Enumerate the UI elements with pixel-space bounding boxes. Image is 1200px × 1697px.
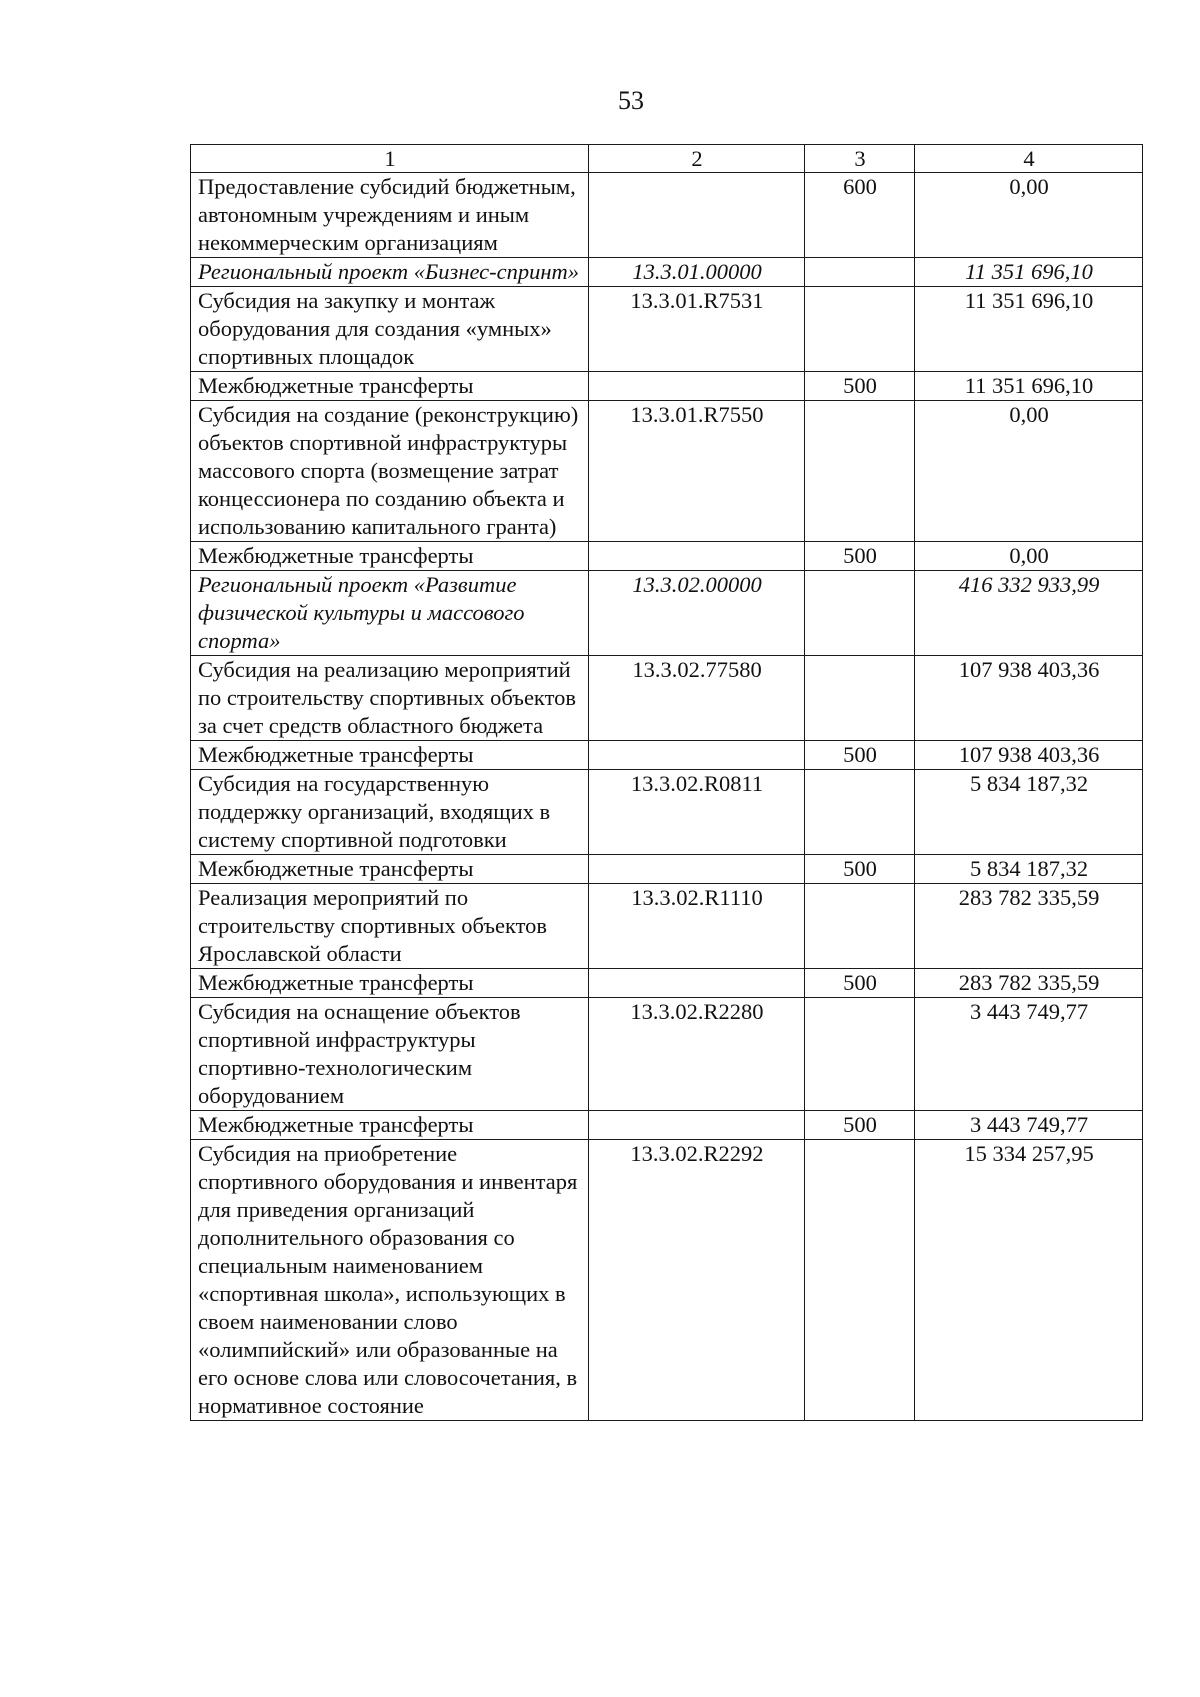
row-name-cell: Региональный проект «Развитие физической культуры и массового спорта» bbox=[191, 571, 589, 656]
row-amount-cell: 11 351 696,10 bbox=[915, 372, 1143, 401]
row-code-cell: 13.3.02.R2292 bbox=[589, 1140, 805, 1421]
table-row bbox=[191, 287, 1143, 372]
row-type-cell: 600 bbox=[805, 173, 915, 258]
row-name-cell: Межбюджетные трансферты bbox=[191, 855, 589, 884]
table-row bbox=[191, 855, 1143, 884]
row-name-cell: Субсидия на реализацию мероприятий по строительству спортивных объектов за счет средств областного бюджета bbox=[191, 656, 589, 741]
row-name-cell: Субсидия на создание (реконструкцию) объектов спортивной инфраструктуры массового спорта (возмещение затрат концессионера по созданию объекта и использованию капитального гранта) bbox=[191, 401, 589, 542]
column-header-2: 2 bbox=[589, 145, 805, 173]
row-amount-cell: 0,00 bbox=[915, 401, 1143, 542]
row-code-cell bbox=[589, 372, 805, 401]
row-code-cell: 13.3.02.R0811 bbox=[589, 770, 805, 855]
row-type-cell bbox=[805, 401, 915, 542]
row-type-cell bbox=[805, 770, 915, 855]
row-amount-cell: 11 351 696,10 bbox=[915, 258, 1143, 287]
row-code-cell: 13.3.02.00000 bbox=[589, 571, 805, 656]
row-name-cell: Межбюджетные трансферты bbox=[191, 372, 589, 401]
row-type-cell bbox=[805, 258, 915, 287]
row-name-cell: Межбюджетные трансферты bbox=[191, 969, 589, 998]
row-code-cell: 13.3.01.R7550 bbox=[589, 401, 805, 542]
table-row bbox=[191, 656, 1143, 741]
row-amount-cell: 416 332 933,99 bbox=[915, 571, 1143, 656]
row-code-cell: 13.3.01.R7531 bbox=[589, 287, 805, 372]
row-name-cell: Межбюджетные трансферты bbox=[191, 1111, 589, 1140]
row-amount-cell: 15 334 257,95 bbox=[915, 1140, 1143, 1421]
row-name-cell: Реализация мероприятий по строительству спортивных объектов Ярославской области bbox=[191, 884, 589, 969]
row-amount-cell: 0,00 bbox=[915, 173, 1143, 258]
table-row bbox=[191, 372, 1143, 401]
row-code-cell bbox=[589, 1111, 805, 1140]
row-type-cell bbox=[805, 656, 915, 741]
column-header-4: 4 bbox=[915, 145, 1143, 173]
table-header-row bbox=[191, 145, 1143, 173]
row-type-cell: 500 bbox=[805, 542, 915, 571]
row-type-cell bbox=[805, 571, 915, 656]
row-name-cell: Субсидия на государственную поддержку организаций, входящих в систему спортивной подготовки bbox=[191, 770, 589, 855]
table-row bbox=[191, 401, 1143, 542]
row-amount-cell: 283 782 335,59 bbox=[915, 969, 1143, 998]
row-amount-cell: 107 938 403,36 bbox=[915, 741, 1143, 770]
row-amount-cell: 5 834 187,32 bbox=[915, 770, 1143, 855]
column-header-1: 1 bbox=[191, 145, 589, 173]
row-amount-cell: 3 443 749,77 bbox=[915, 998, 1143, 1111]
row-name-cell: Субсидия на оснащение объектов спортивной инфраструктуры спортивно-технологическим оборудованием bbox=[191, 998, 589, 1111]
row-name-cell: Субсидия на закупку и монтаж оборудования для создания «умных» спортивных площадок bbox=[191, 287, 589, 372]
table-row bbox=[191, 741, 1143, 770]
table-row bbox=[191, 542, 1143, 571]
table-row bbox=[191, 258, 1143, 287]
row-code-cell bbox=[589, 173, 805, 258]
row-code-cell bbox=[589, 741, 805, 770]
table-row bbox=[191, 884, 1143, 969]
table-row bbox=[191, 969, 1143, 998]
row-name-cell: Региональный проект «Бизнес-спринт» bbox=[191, 258, 589, 287]
row-code-cell: 13.3.02.77580 bbox=[589, 656, 805, 741]
table-body bbox=[191, 173, 1143, 1421]
row-name-cell: Предоставление субсидий бюджетным, автономным учреждениям и иным некоммерческим организациям bbox=[191, 173, 589, 258]
row-type-cell: 500 bbox=[805, 372, 915, 401]
row-amount-cell: 5 834 187,32 bbox=[915, 855, 1143, 884]
row-code-cell: 13.3.02.R2280 bbox=[589, 998, 805, 1111]
row-amount-cell: 107 938 403,36 bbox=[915, 656, 1143, 741]
table-row bbox=[191, 770, 1143, 855]
row-type-cell bbox=[805, 287, 915, 372]
row-amount-cell: 283 782 335,59 bbox=[915, 884, 1143, 969]
table-row bbox=[191, 1140, 1143, 1421]
row-name-cell: Межбюджетные трансферты bbox=[191, 741, 589, 770]
row-type-cell: 500 bbox=[805, 969, 915, 998]
row-name-cell: Межбюджетные трансферты bbox=[191, 542, 589, 571]
table-row bbox=[191, 173, 1143, 258]
row-type-cell bbox=[805, 998, 915, 1111]
table-row bbox=[191, 571, 1143, 656]
table-row bbox=[191, 1111, 1143, 1140]
row-type-cell: 500 bbox=[805, 1111, 915, 1140]
row-type-cell bbox=[805, 1140, 915, 1421]
table-row bbox=[191, 998, 1143, 1111]
row-code-cell: 13.3.01.00000 bbox=[589, 258, 805, 287]
row-amount-cell: 0,00 bbox=[915, 542, 1143, 571]
row-code-cell bbox=[589, 855, 805, 884]
row-type-cell: 500 bbox=[805, 855, 915, 884]
budget-table bbox=[190, 144, 1143, 1421]
row-code-cell bbox=[589, 542, 805, 571]
row-type-cell bbox=[805, 884, 915, 969]
column-header-3: 3 bbox=[805, 145, 915, 173]
row-amount-cell: 3 443 749,77 bbox=[915, 1111, 1143, 1140]
row-name-cell: Субсидия на приобретение спортивного оборудования и инвентаря для приведения организаций дополнительного образования со специальным наименованием «спортивная школа», использующих в своем наименовании слово «олимпийский» или образованные на его основе слова или словосочетания, в нормативное состояние bbox=[191, 1140, 589, 1421]
page-number: 53 bbox=[618, 86, 644, 115]
row-type-cell: 500 bbox=[805, 741, 915, 770]
row-code-cell bbox=[589, 969, 805, 998]
row-code-cell: 13.3.02.R1110 bbox=[589, 884, 805, 969]
row-amount-cell: 11 351 696,10 bbox=[915, 287, 1143, 372]
